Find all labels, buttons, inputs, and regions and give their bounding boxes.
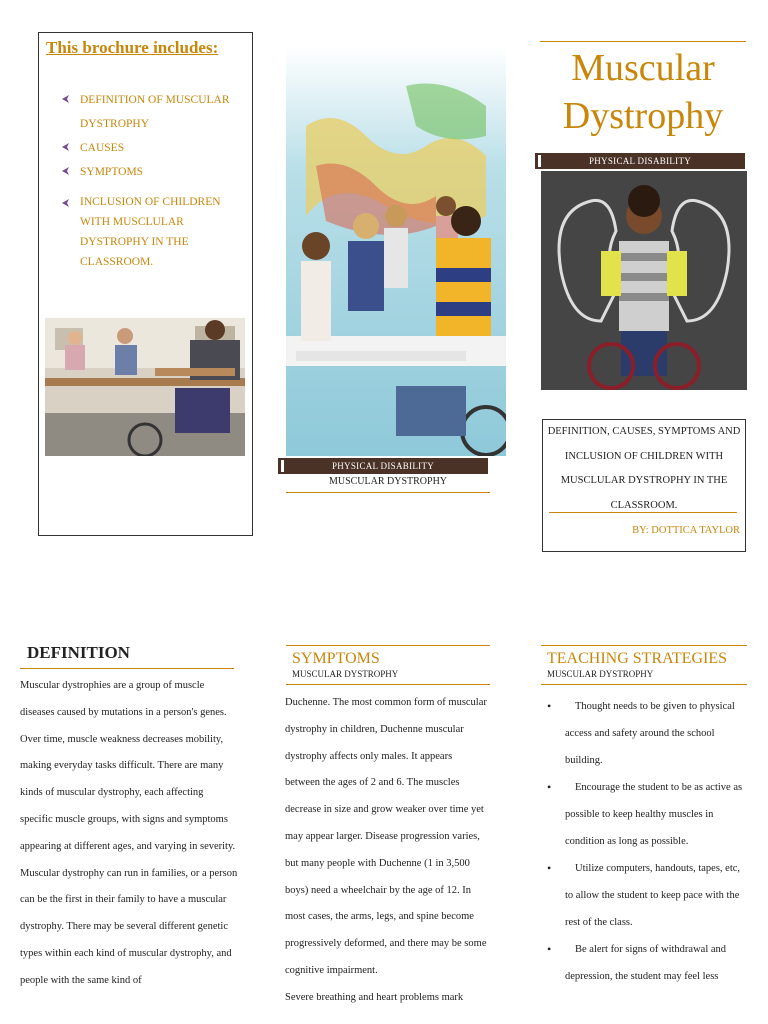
definition-body: Muscular dystrophies are a group of muscle diseases caused by mutations in a person's genes. Over time, muscle weakness decreases mobility, making everyday tasks difficult. There are many kinds of muscular dystrophy, each affecting specific muscle groups, with signs and symptoms appearing at different ages, and varying in severity. Muscular dystrophy can run in families, or a person can be the first in their family to have a muscular dystrophy. There may be several different genetic types within each kind of muscular dystrophy, and people with the same kind of [20, 680, 238, 986]
divider [286, 684, 490, 685]
list-item: • Utilize computers, handouts, tapes, etc, to allow the student to keep pace with the rest of the class. [540, 855, 748, 936]
list-item: • Be alert for signs of withdrawal and depression, the student may feel less [540, 936, 748, 990]
brochure-includes-title: This brochure includes: [46, 38, 219, 57]
divider [541, 684, 747, 685]
symptoms-heading: SYMPTOMS [292, 650, 380, 667]
children-classroom-photo [286, 46, 506, 456]
child-wheelchair-photo [541, 171, 747, 390]
teaching-strategies-list [540, 693, 748, 990]
teaching-subheading: MUSCULAR DYSTROPHY [547, 669, 654, 679]
includes-list [62, 88, 242, 272]
brochure-description: DEFINITION, CAUSES, SYMPTOMS AND INCLUSION OF CHILDREN WITH MUSCLULAR DYSTROPHY IN THE CLASSROOM. [547, 426, 741, 511]
physical-disability-banner: PHYSICAL DISABILITY [535, 153, 745, 169]
panel2-subtitle: MUSCULAR DYSTROPHY [328, 476, 448, 487]
teaching-strategies-heading: TEACHING STRATEGIES [547, 650, 727, 667]
definition-heading: DEFINITION [27, 643, 130, 662]
divider [286, 645, 490, 646]
list-item: • Encourage the student to be as active as possible to keep healthy muscles in condition as long as possible. [540, 774, 748, 855]
list-item: DEFINITION OF MUSCULAR DYSTROPHY [62, 88, 242, 136]
list-item: INCLUSION OF CHILDREN WITH MUSCLULAR DYSTROPHY IN THE CLASSROOM. [62, 192, 242, 272]
divider [20, 668, 234, 669]
divider [286, 492, 490, 493]
divider [541, 645, 747, 646]
arrow-bullet-icon [62, 143, 70, 151]
arrow-bullet-icon [62, 167, 70, 175]
banner-marker [538, 155, 541, 167]
physical-disability-banner: PHYSICAL DISABILITY [278, 458, 488, 474]
banner-marker [281, 460, 284, 472]
list-item: SYMPTOMS [62, 160, 242, 184]
brochure-title: Muscular Dystrophy [562, 47, 724, 137]
arrow-bullet-icon [62, 199, 70, 207]
list-item: CAUSES [62, 136, 242, 160]
author-credit: BY: DOTTICA TAYLOR [632, 525, 740, 536]
symptoms-subheading: MUSCULAR DYSTROPHY [292, 669, 399, 679]
arrow-bullet-icon [62, 95, 70, 103]
symptoms-body: Duchenne. The most common form of muscular dystrophy in children, Duchenne muscular dystrophy affects only males. It appears between the ages of 2 and 6. The muscles decrease in size and grow weaker over time yet may appear larger. Disease progression varies, but many people with Duchenne (1 in 3,500 boys) need a wheelchair by the age of 12. In most cases, the arms, legs, and spine become progressively deformed, and there may be some cognitive impairment. Severe breathing and heart problems mark [285, 697, 487, 1003]
list-item: • Thought needs to be given to physical access and safety around the school building. [540, 693, 748, 774]
divider [540, 41, 746, 42]
divider [549, 512, 737, 513]
classroom-photo [45, 318, 245, 456]
